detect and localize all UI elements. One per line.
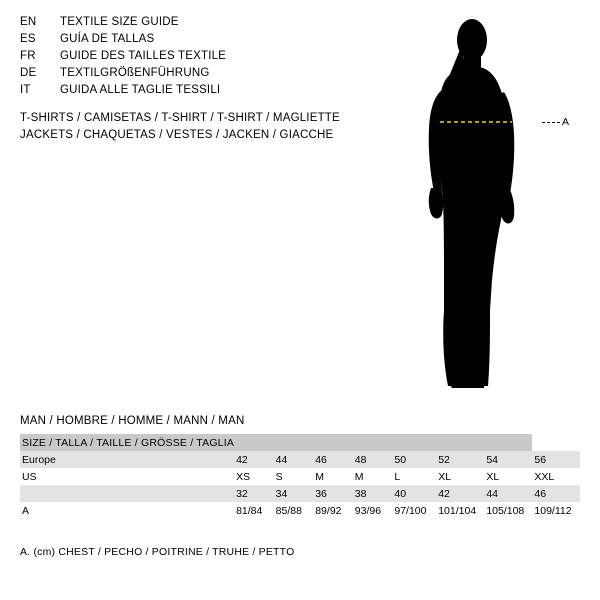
cell: M	[313, 468, 353, 485]
size-table-area	[20, 415, 580, 519]
cell: 52	[436, 451, 484, 468]
cell: 48	[353, 451, 393, 468]
footnote: A. (cm) CHEST / PECHO / POITRINE / TRUHE / PETTO	[20, 546, 295, 558]
cell: 44	[484, 485, 532, 502]
table-header-blank	[313, 434, 353, 451]
category-tshirts: T-SHIRTS / CAMISETAS / T-SHIRT / T-SHIRT / MAGLIETTE	[20, 112, 340, 124]
cell: 46	[313, 451, 353, 468]
cell: 89/92	[313, 502, 353, 519]
cell: S	[274, 468, 314, 485]
cell: XL	[436, 468, 484, 485]
table-header-blank	[392, 434, 436, 451]
table-row	[20, 485, 580, 502]
table-row	[20, 468, 580, 485]
row-label: US	[20, 468, 234, 485]
language-code: IT	[20, 84, 31, 96]
cell: XXL	[532, 468, 580, 485]
cell: L	[392, 468, 436, 485]
language-text: TEXTILGRÖßENFÜHRUNG	[60, 67, 210, 79]
table-header-blank	[274, 434, 314, 451]
cell: 40	[392, 485, 436, 502]
table-title: MAN / HOMBRE / HOMME / MANN / MAN	[20, 415, 245, 427]
cell: 46	[532, 485, 580, 502]
cell: 54	[484, 451, 532, 468]
language-code: FR	[20, 50, 36, 62]
row-label	[20, 485, 234, 502]
language-code: EN	[20, 16, 37, 28]
table-header-blank	[353, 434, 393, 451]
cell: 36	[313, 485, 353, 502]
language-row	[20, 84, 390, 101]
language-row	[20, 67, 390, 84]
language-row	[20, 16, 390, 33]
language-code: ES	[20, 33, 36, 45]
table-header-row	[20, 434, 580, 451]
cell: 44	[274, 451, 314, 468]
cell: M	[353, 468, 393, 485]
table-header-blank	[484, 434, 532, 451]
male-torso-silhouette-icon	[400, 10, 600, 405]
cell: 50	[392, 451, 436, 468]
measure-label-a: A	[562, 116, 570, 128]
cell: 85/88	[274, 502, 314, 519]
language-row	[20, 33, 390, 50]
cell: 97/100	[392, 502, 436, 519]
cell: XS	[234, 468, 274, 485]
language-text: GUIDA ALLE TAGLIE TESSILI	[60, 84, 221, 96]
language-text: TEXTILE SIZE GUIDE	[60, 16, 179, 28]
cell: 38	[353, 485, 393, 502]
cell: 42	[234, 451, 274, 468]
table-header-blank	[436, 434, 484, 451]
table-row	[20, 451, 580, 468]
figure-illustration	[400, 10, 600, 405]
language-row	[20, 50, 390, 67]
category-jackets: JACKETS / CHAQUETAS / VESTES / JACKEN / GIACCHE	[20, 129, 334, 141]
cell: XL	[484, 468, 532, 485]
cell: 42	[436, 485, 484, 502]
cell: 81/84	[234, 502, 274, 519]
row-label: A	[20, 502, 234, 519]
cell: 101/104	[436, 502, 484, 519]
language-text: GUÍA DE TALLAS	[60, 33, 155, 45]
language-list	[20, 16, 390, 101]
row-label: Europe	[20, 451, 234, 468]
table-header-label: SIZE / TALLA / TAILLE / GRÖSSE / TAGLIA	[20, 434, 234, 451]
cell: 109/112	[532, 502, 580, 519]
category-list	[20, 110, 400, 144]
measure-leader-line	[542, 122, 560, 124]
cell: 32	[234, 485, 274, 502]
table-row	[20, 502, 580, 519]
cell: 56	[532, 451, 580, 468]
language-text: GUIDE DES TAILLES TEXTILE	[60, 50, 227, 62]
cell: 105/108	[484, 502, 532, 519]
cell: 34	[274, 485, 314, 502]
cell: 93/96	[353, 502, 393, 519]
size-table	[20, 434, 580, 519]
language-code: DE	[20, 67, 37, 79]
table-header-blank	[234, 434, 274, 451]
